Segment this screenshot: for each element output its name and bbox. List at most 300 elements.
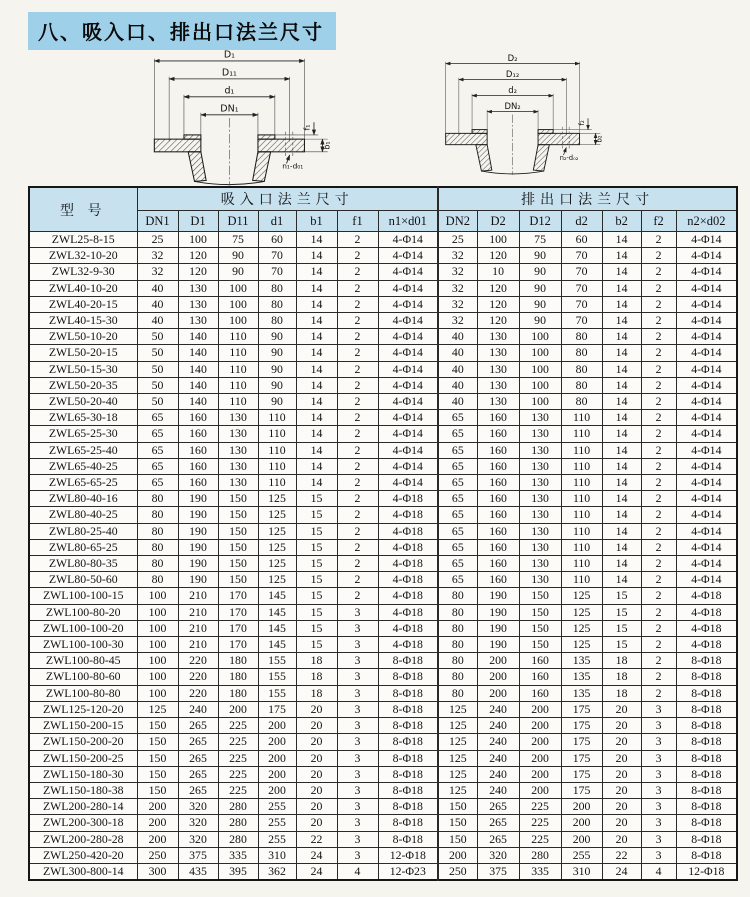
dim-label-face-dia: d₁ xyxy=(224,85,235,97)
value-cell: 4-Φ18 xyxy=(676,588,737,604)
value-cell: 255 xyxy=(561,847,602,863)
value-cell: 125 xyxy=(438,766,477,782)
value-cell: 130 xyxy=(519,507,561,523)
value-cell: 15 xyxy=(296,539,337,555)
value-cell: 2 xyxy=(337,280,378,296)
value-cell: 14 xyxy=(602,345,641,361)
value-cell: 100 xyxy=(178,232,218,248)
value-cell: 225 xyxy=(519,831,561,847)
table-row xyxy=(29,475,737,491)
value-cell: 90 xyxy=(258,345,296,361)
value-cell: 65 xyxy=(438,410,477,426)
value-cell: 125 xyxy=(561,588,602,604)
value-cell: 160 xyxy=(477,523,519,539)
table-row xyxy=(29,782,737,798)
value-cell: 160 xyxy=(519,685,561,701)
value-cell: 20 xyxy=(602,815,641,831)
value-cell: 170 xyxy=(218,588,258,604)
value-cell: 2 xyxy=(641,572,676,588)
section-title: 八、吸入口、排出口法兰尺寸 xyxy=(28,12,336,50)
value-cell: 110 xyxy=(561,491,602,507)
value-cell: 130 xyxy=(218,426,258,442)
dim-label-bolt-holes: n₂-d₀₂ xyxy=(559,153,579,162)
value-cell: 150 xyxy=(519,588,561,604)
value-cell: 150 xyxy=(218,556,258,572)
value-cell: 90 xyxy=(519,280,561,296)
value-cell: 2 xyxy=(641,232,676,248)
col-D2: D2 xyxy=(477,211,519,232)
value-cell: 8-Φ18 xyxy=(378,653,438,669)
value-cell: 20 xyxy=(296,718,337,734)
value-cell: 4-Φ14 xyxy=(676,248,737,264)
value-cell: 20 xyxy=(296,734,337,750)
value-cell: 80 xyxy=(137,523,178,539)
value-cell: 190 xyxy=(477,604,519,620)
value-cell: 300 xyxy=(137,863,178,880)
value-cell: 100 xyxy=(519,361,561,377)
value-cell: 125 xyxy=(258,556,296,572)
value-cell: 3 xyxy=(641,847,676,863)
value-cell: 14 xyxy=(296,410,337,426)
value-cell: 255 xyxy=(258,815,296,831)
value-cell: 15 xyxy=(296,556,337,572)
value-cell: 265 xyxy=(178,782,218,798)
value-cell: 15 xyxy=(296,507,337,523)
flange-table-body xyxy=(29,232,737,881)
value-cell: 80 xyxy=(561,345,602,361)
value-cell: 200 xyxy=(519,734,561,750)
value-cell: 18 xyxy=(296,685,337,701)
value-cell: 130 xyxy=(218,410,258,426)
value-cell: 3 xyxy=(337,653,378,669)
value-cell: 160 xyxy=(178,475,218,491)
value-cell: 125 xyxy=(438,718,477,734)
value-cell: 65 xyxy=(137,442,178,458)
value-cell: 65 xyxy=(438,507,477,523)
value-cell: 14 xyxy=(296,264,337,280)
value-cell: 75 xyxy=(218,232,258,248)
value-cell: 100 xyxy=(137,669,178,685)
model-cell: ZWL100-80-20 xyxy=(29,604,137,620)
value-cell: 20 xyxy=(296,766,337,782)
value-cell: 100 xyxy=(137,604,178,620)
value-cell: 18 xyxy=(602,685,641,701)
table-row xyxy=(29,491,737,507)
value-cell: 65 xyxy=(438,523,477,539)
model-cell: ZWL150-200-25 xyxy=(29,750,137,766)
value-cell: 14 xyxy=(602,296,641,312)
value-cell: 65 xyxy=(438,426,477,442)
value-cell: 2 xyxy=(337,232,378,248)
value-cell: 4-Φ14 xyxy=(378,248,438,264)
value-cell: 2 xyxy=(337,523,378,539)
dim-label-bore: DN₁ xyxy=(220,103,239,115)
value-cell: 32 xyxy=(438,248,477,264)
value-cell: 4-Φ14 xyxy=(676,361,737,377)
value-cell: 175 xyxy=(561,734,602,750)
value-cell: 14 xyxy=(602,264,641,280)
value-cell: 4-Φ14 xyxy=(378,264,438,280)
value-cell: 22 xyxy=(602,847,641,863)
value-cell: 8-Φ18 xyxy=(378,750,438,766)
discharge-flange-diagram xyxy=(440,52,605,177)
model-cell: ZWL65-40-25 xyxy=(29,458,137,474)
value-cell: 14 xyxy=(296,313,337,329)
value-cell: 8-Φ18 xyxy=(676,831,737,847)
table-row xyxy=(29,410,737,426)
model-cell: ZWL100-80-45 xyxy=(29,653,137,669)
value-cell: 20 xyxy=(602,701,641,717)
value-cell: 15 xyxy=(296,604,337,620)
model-cell: ZWL65-25-40 xyxy=(29,442,137,458)
value-cell: 130 xyxy=(519,410,561,426)
value-cell: 80 xyxy=(258,296,296,312)
value-cell: 110 xyxy=(561,426,602,442)
value-cell: 110 xyxy=(218,345,258,361)
value-cell: 2 xyxy=(641,523,676,539)
value-cell: 8-Φ18 xyxy=(676,782,737,798)
value-cell: 100 xyxy=(477,232,519,248)
value-cell: 200 xyxy=(519,718,561,734)
value-cell: 4-Φ14 xyxy=(676,377,737,393)
value-cell: 160 xyxy=(178,442,218,458)
value-cell: 265 xyxy=(477,831,519,847)
value-cell: 320 xyxy=(178,831,218,847)
suction-flange-diagram xyxy=(148,48,333,188)
value-cell: 4-Φ18 xyxy=(378,620,438,636)
col-DN1: DN1 xyxy=(137,211,178,232)
value-cell: 2 xyxy=(641,264,676,280)
value-cell: 125 xyxy=(438,734,477,750)
value-cell: 14 xyxy=(296,394,337,410)
value-cell: 160 xyxy=(477,491,519,507)
value-cell: 32 xyxy=(137,264,178,280)
table-row xyxy=(29,863,737,880)
value-cell: 3 xyxy=(337,799,378,815)
value-cell: 190 xyxy=(477,588,519,604)
value-cell: 14 xyxy=(602,491,641,507)
value-cell: 14 xyxy=(602,313,641,329)
value-cell: 2 xyxy=(641,507,676,523)
value-cell: 14 xyxy=(296,475,337,491)
value-cell: 120 xyxy=(477,248,519,264)
value-cell: 18 xyxy=(296,669,337,685)
value-cell: 130 xyxy=(477,329,519,345)
value-cell: 150 xyxy=(438,815,477,831)
value-cell: 120 xyxy=(178,264,218,280)
value-cell: 14 xyxy=(602,475,641,491)
value-cell: 310 xyxy=(258,847,296,863)
value-cell: 80 xyxy=(438,588,477,604)
value-cell: 190 xyxy=(178,572,218,588)
value-cell: 20 xyxy=(296,701,337,717)
value-cell: 70 xyxy=(561,313,602,329)
value-cell: 14 xyxy=(602,539,641,555)
value-cell: 150 xyxy=(218,572,258,588)
value-cell: 2 xyxy=(641,653,676,669)
value-cell: 110 xyxy=(561,442,602,458)
value-cell: 2 xyxy=(641,556,676,572)
value-cell: 310 xyxy=(561,863,602,880)
value-cell: 150 xyxy=(519,620,561,636)
value-cell: 80 xyxy=(438,637,477,653)
model-cell: ZWL150-200-15 xyxy=(29,718,137,734)
value-cell: 4-Φ18 xyxy=(378,556,438,572)
value-cell: 3 xyxy=(337,669,378,685)
value-cell: 14 xyxy=(602,507,641,523)
value-cell: 320 xyxy=(178,815,218,831)
table-row xyxy=(29,232,737,248)
value-cell: 3 xyxy=(641,718,676,734)
value-cell: 125 xyxy=(561,620,602,636)
table-row xyxy=(29,604,737,620)
value-cell: 80 xyxy=(561,329,602,345)
table-row xyxy=(29,329,737,345)
value-cell: 110 xyxy=(561,475,602,491)
value-cell: 80 xyxy=(438,653,477,669)
value-cell: 2 xyxy=(337,556,378,572)
value-cell: 50 xyxy=(137,377,178,393)
table-row xyxy=(29,426,737,442)
value-cell: 14 xyxy=(296,248,337,264)
value-cell: 190 xyxy=(477,637,519,653)
value-cell: 150 xyxy=(218,491,258,507)
value-cell: 4-Φ14 xyxy=(378,280,438,296)
value-cell: 200 xyxy=(519,701,561,717)
value-cell: 2 xyxy=(641,296,676,312)
value-cell: 200 xyxy=(137,831,178,847)
value-cell: 4-Φ14 xyxy=(676,523,737,539)
value-cell: 140 xyxy=(178,394,218,410)
value-cell: 200 xyxy=(258,734,296,750)
value-cell: 70 xyxy=(258,248,296,264)
value-cell: 135 xyxy=(561,653,602,669)
value-cell: 4-Φ14 xyxy=(676,507,737,523)
value-cell: 4-Φ14 xyxy=(378,410,438,426)
model-cell: ZWL200-300-18 xyxy=(29,815,137,831)
value-cell: 2 xyxy=(641,539,676,555)
value-cell: 4-Φ18 xyxy=(378,539,438,555)
dim-label-bolt-circle: D₁₁ xyxy=(221,67,237,79)
col-d2: d2 xyxy=(561,211,602,232)
value-cell: 130 xyxy=(178,280,218,296)
value-cell: 32 xyxy=(438,313,477,329)
value-cell: 200 xyxy=(258,718,296,734)
value-cell: 225 xyxy=(218,782,258,798)
model-cell: ZWL200-280-28 xyxy=(29,831,137,847)
value-cell: 4-Φ18 xyxy=(378,507,438,523)
value-cell: 15 xyxy=(602,637,641,653)
value-cell: 4-Φ18 xyxy=(676,604,737,620)
value-cell: 130 xyxy=(519,442,561,458)
value-cell: 14 xyxy=(296,377,337,393)
dim-label-bolt-circle: D₁₂ xyxy=(505,68,520,79)
value-cell: 150 xyxy=(137,718,178,734)
value-cell: 80 xyxy=(258,280,296,296)
value-cell: 4 xyxy=(641,863,676,880)
value-cell: 110 xyxy=(258,458,296,474)
value-cell: 220 xyxy=(178,653,218,669)
value-cell: 4-Φ14 xyxy=(676,264,737,280)
table-row xyxy=(29,734,737,750)
value-cell: 140 xyxy=(178,329,218,345)
value-cell: 2 xyxy=(337,458,378,474)
value-cell: 255 xyxy=(258,799,296,815)
col-DN2: DN2 xyxy=(438,211,477,232)
value-cell: 15 xyxy=(296,637,337,653)
dim-label-face-height: f₂ xyxy=(577,120,587,126)
value-cell: 14 xyxy=(296,345,337,361)
value-cell: 130 xyxy=(519,572,561,588)
value-cell: 24 xyxy=(296,847,337,863)
value-cell: 8-Φ18 xyxy=(676,815,737,831)
value-cell: 200 xyxy=(519,766,561,782)
value-cell: 40 xyxy=(137,280,178,296)
model-cell: ZWL80-80-35 xyxy=(29,556,137,572)
value-cell: 20 xyxy=(602,766,641,782)
value-cell: 155 xyxy=(258,685,296,701)
model-cell: ZWL150-200-20 xyxy=(29,734,137,750)
value-cell: 2 xyxy=(337,313,378,329)
table-row xyxy=(29,750,737,766)
value-cell: 145 xyxy=(258,620,296,636)
value-cell: 220 xyxy=(178,685,218,701)
value-cell: 40 xyxy=(438,345,477,361)
value-cell: 160 xyxy=(477,426,519,442)
value-cell: 190 xyxy=(178,523,218,539)
table-row xyxy=(29,815,737,831)
value-cell: 2 xyxy=(337,491,378,507)
value-cell: 150 xyxy=(519,637,561,653)
value-cell: 90 xyxy=(519,264,561,280)
value-cell: 50 xyxy=(137,329,178,345)
table-row xyxy=(29,637,737,653)
value-cell: 14 xyxy=(602,556,641,572)
value-cell: 4-Φ14 xyxy=(378,377,438,393)
model-cell: ZWL150-180-38 xyxy=(29,782,137,798)
value-cell: 14 xyxy=(602,442,641,458)
table-row xyxy=(29,831,737,847)
value-cell: 170 xyxy=(218,620,258,636)
value-cell: 200 xyxy=(561,799,602,815)
value-cell: 160 xyxy=(178,458,218,474)
value-cell: 2 xyxy=(641,685,676,701)
value-cell: 14 xyxy=(602,426,641,442)
value-cell: 4-Φ14 xyxy=(378,394,438,410)
value-cell: 2 xyxy=(337,296,378,312)
model-cell: ZWL80-40-25 xyxy=(29,507,137,523)
value-cell: 120 xyxy=(477,313,519,329)
value-cell: 200 xyxy=(519,750,561,766)
value-cell: 150 xyxy=(137,750,178,766)
value-cell: 80 xyxy=(137,539,178,555)
value-cell: 15 xyxy=(296,572,337,588)
value-cell: 170 xyxy=(218,637,258,653)
dim-label-face-height: f₁ xyxy=(302,124,312,131)
col-b2: b2 xyxy=(602,211,641,232)
value-cell: 250 xyxy=(438,863,477,880)
value-cell: 8-Φ18 xyxy=(378,669,438,685)
value-cell: 32 xyxy=(438,280,477,296)
model-cell: ZWL250-420-20 xyxy=(29,847,137,863)
table-row xyxy=(29,556,737,572)
model-cell: ZWL40-15-30 xyxy=(29,313,137,329)
dim-label-bolt-holes: n₁-d₀₁ xyxy=(282,161,304,171)
table-row xyxy=(29,685,737,701)
value-cell: 40 xyxy=(438,377,477,393)
value-cell: 3 xyxy=(641,815,676,831)
flange-dimensions-table xyxy=(28,186,738,881)
value-cell: 110 xyxy=(561,556,602,572)
value-cell: 190 xyxy=(178,507,218,523)
dim-label-bore: DN₂ xyxy=(504,100,521,111)
value-cell: 125 xyxy=(438,750,477,766)
value-cell: 60 xyxy=(258,232,296,248)
value-cell: 14 xyxy=(602,248,641,264)
value-cell: 100 xyxy=(519,345,561,361)
value-cell: 190 xyxy=(477,620,519,636)
value-cell: 125 xyxy=(561,604,602,620)
model-cell: ZWL100-100-15 xyxy=(29,588,137,604)
value-cell: 4-Φ14 xyxy=(378,458,438,474)
value-cell: 3 xyxy=(337,782,378,798)
value-cell: 70 xyxy=(561,248,602,264)
value-cell: 210 xyxy=(178,620,218,636)
dim-label-thickness: b₂ xyxy=(594,135,604,143)
value-cell: 2 xyxy=(641,458,676,474)
value-cell: 320 xyxy=(178,799,218,815)
value-cell: 14 xyxy=(602,232,641,248)
value-cell: 2 xyxy=(337,345,378,361)
value-cell: 2 xyxy=(641,491,676,507)
value-cell: 2 xyxy=(337,410,378,426)
extension-lines xyxy=(154,59,327,152)
value-cell: 130 xyxy=(519,458,561,474)
value-cell: 110 xyxy=(218,377,258,393)
value-cell: 80 xyxy=(438,604,477,620)
table-row xyxy=(29,264,737,280)
value-cell: 90 xyxy=(258,394,296,410)
value-cell: 65 xyxy=(438,458,477,474)
value-cell: 14 xyxy=(602,410,641,426)
value-cell: 20 xyxy=(602,831,641,847)
value-cell: 4-Φ14 xyxy=(378,329,438,345)
value-cell: 255 xyxy=(258,831,296,847)
value-cell: 4-Φ14 xyxy=(676,329,737,345)
value-cell: 80 xyxy=(137,556,178,572)
value-cell: 225 xyxy=(519,799,561,815)
value-cell: 175 xyxy=(561,782,602,798)
value-cell: 8-Φ18 xyxy=(676,734,737,750)
value-cell: 24 xyxy=(602,863,641,880)
dim-label-outer-dia: D₂ xyxy=(507,52,518,63)
value-cell: 4-Φ14 xyxy=(676,556,737,572)
value-cell: 375 xyxy=(477,863,519,880)
value-cell: 4-Φ14 xyxy=(676,232,737,248)
value-cell: 2 xyxy=(641,248,676,264)
value-cell: 8-Φ18 xyxy=(378,815,438,831)
model-cell: ZWL50-20-35 xyxy=(29,377,137,393)
value-cell: 80 xyxy=(438,685,477,701)
value-cell: 15 xyxy=(296,523,337,539)
col-n2xd02: n2×d02 xyxy=(676,211,737,232)
value-cell: 12-Φ23 xyxy=(378,863,438,880)
value-cell: 175 xyxy=(258,701,296,717)
model-cell: ZWL200-280-14 xyxy=(29,799,137,815)
value-cell: 14 xyxy=(602,280,641,296)
col-D11: D11 xyxy=(218,211,258,232)
value-cell: 4-Φ14 xyxy=(676,491,737,507)
